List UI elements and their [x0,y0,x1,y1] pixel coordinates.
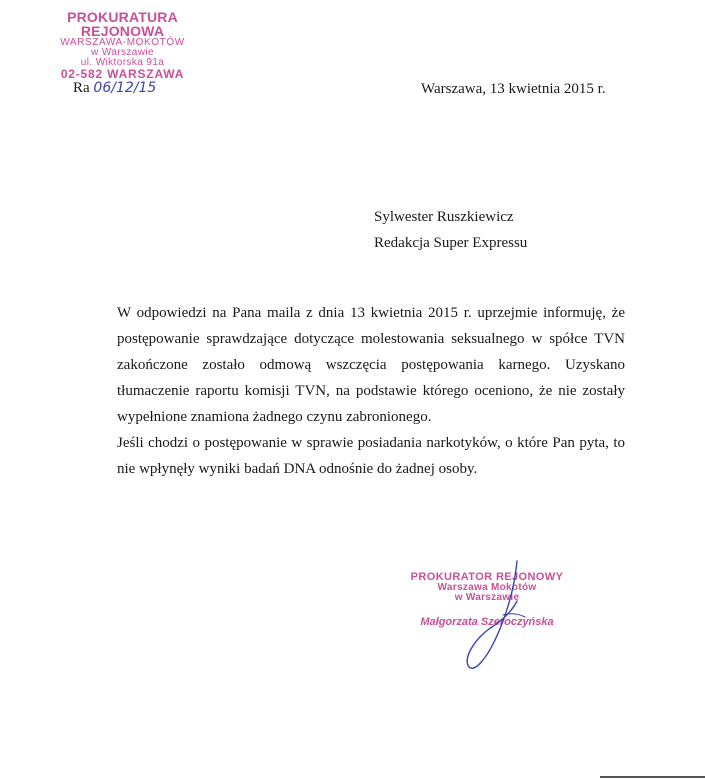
letter-body [117,300,625,482]
signature-stamp-district: Warszawa Mokotów [437,582,537,593]
stamp-office-name: PROKURATURA REJONOWA [67,9,178,39]
stamp-postal: 02-582 WARSZAWA [60,67,185,81]
recipient-block [374,204,527,256]
recipient-name: Sylwester Ruszkiewicz [374,209,514,225]
reference-prefix: Ra [73,80,90,96]
place-date: Warszawa, 13 kwietnia 2015 r. [421,81,606,97]
body-paragraph-1: W odpowiedzi na Pana maila z dnia 13 kwietnia 2015 r. uprzejmie informuję, że postępowanie sprawdzające dotyczące molestowania seksualnego w spółce TVN zakończone zostało odmową wszczęcia postępowania karnego. Uzyskano tłumaczenie raportu komisji TVN, na podstawie którego oceniono, że nie zostały wypełnione znamiona żadnego czynu zabronionego. [117,305,625,425]
recipient-organization: Redakcja Super Expressu [374,235,528,251]
body-paragraph-2: Jeśli chodzi o postępowanie w sprawie posiadania narkotyków, o które Pan pyta, to nie wpłynęły wyniki badań DNA odnośnie do żadnej osoby. [117,435,625,477]
stamp-district: WARSZAWA-MOKOTÓW [60,37,185,48]
office-stamp [30,10,215,80]
handwritten-signature [455,555,545,680]
stamp-street: ul. Wiktorska 91a [80,57,165,68]
signature-stamp-name: Małgorzata Szeroczyńska [420,616,554,628]
reference-number [73,80,156,97]
page-edge-line [600,776,705,778]
signature-stamp-title: PROKURATOR REJONOWY [410,571,564,583]
reference-handwritten: 06/12/15 [93,80,157,96]
signature-stamp-city: w Warszawie [454,592,520,603]
stamp-city: w Warszawie [91,47,154,58]
